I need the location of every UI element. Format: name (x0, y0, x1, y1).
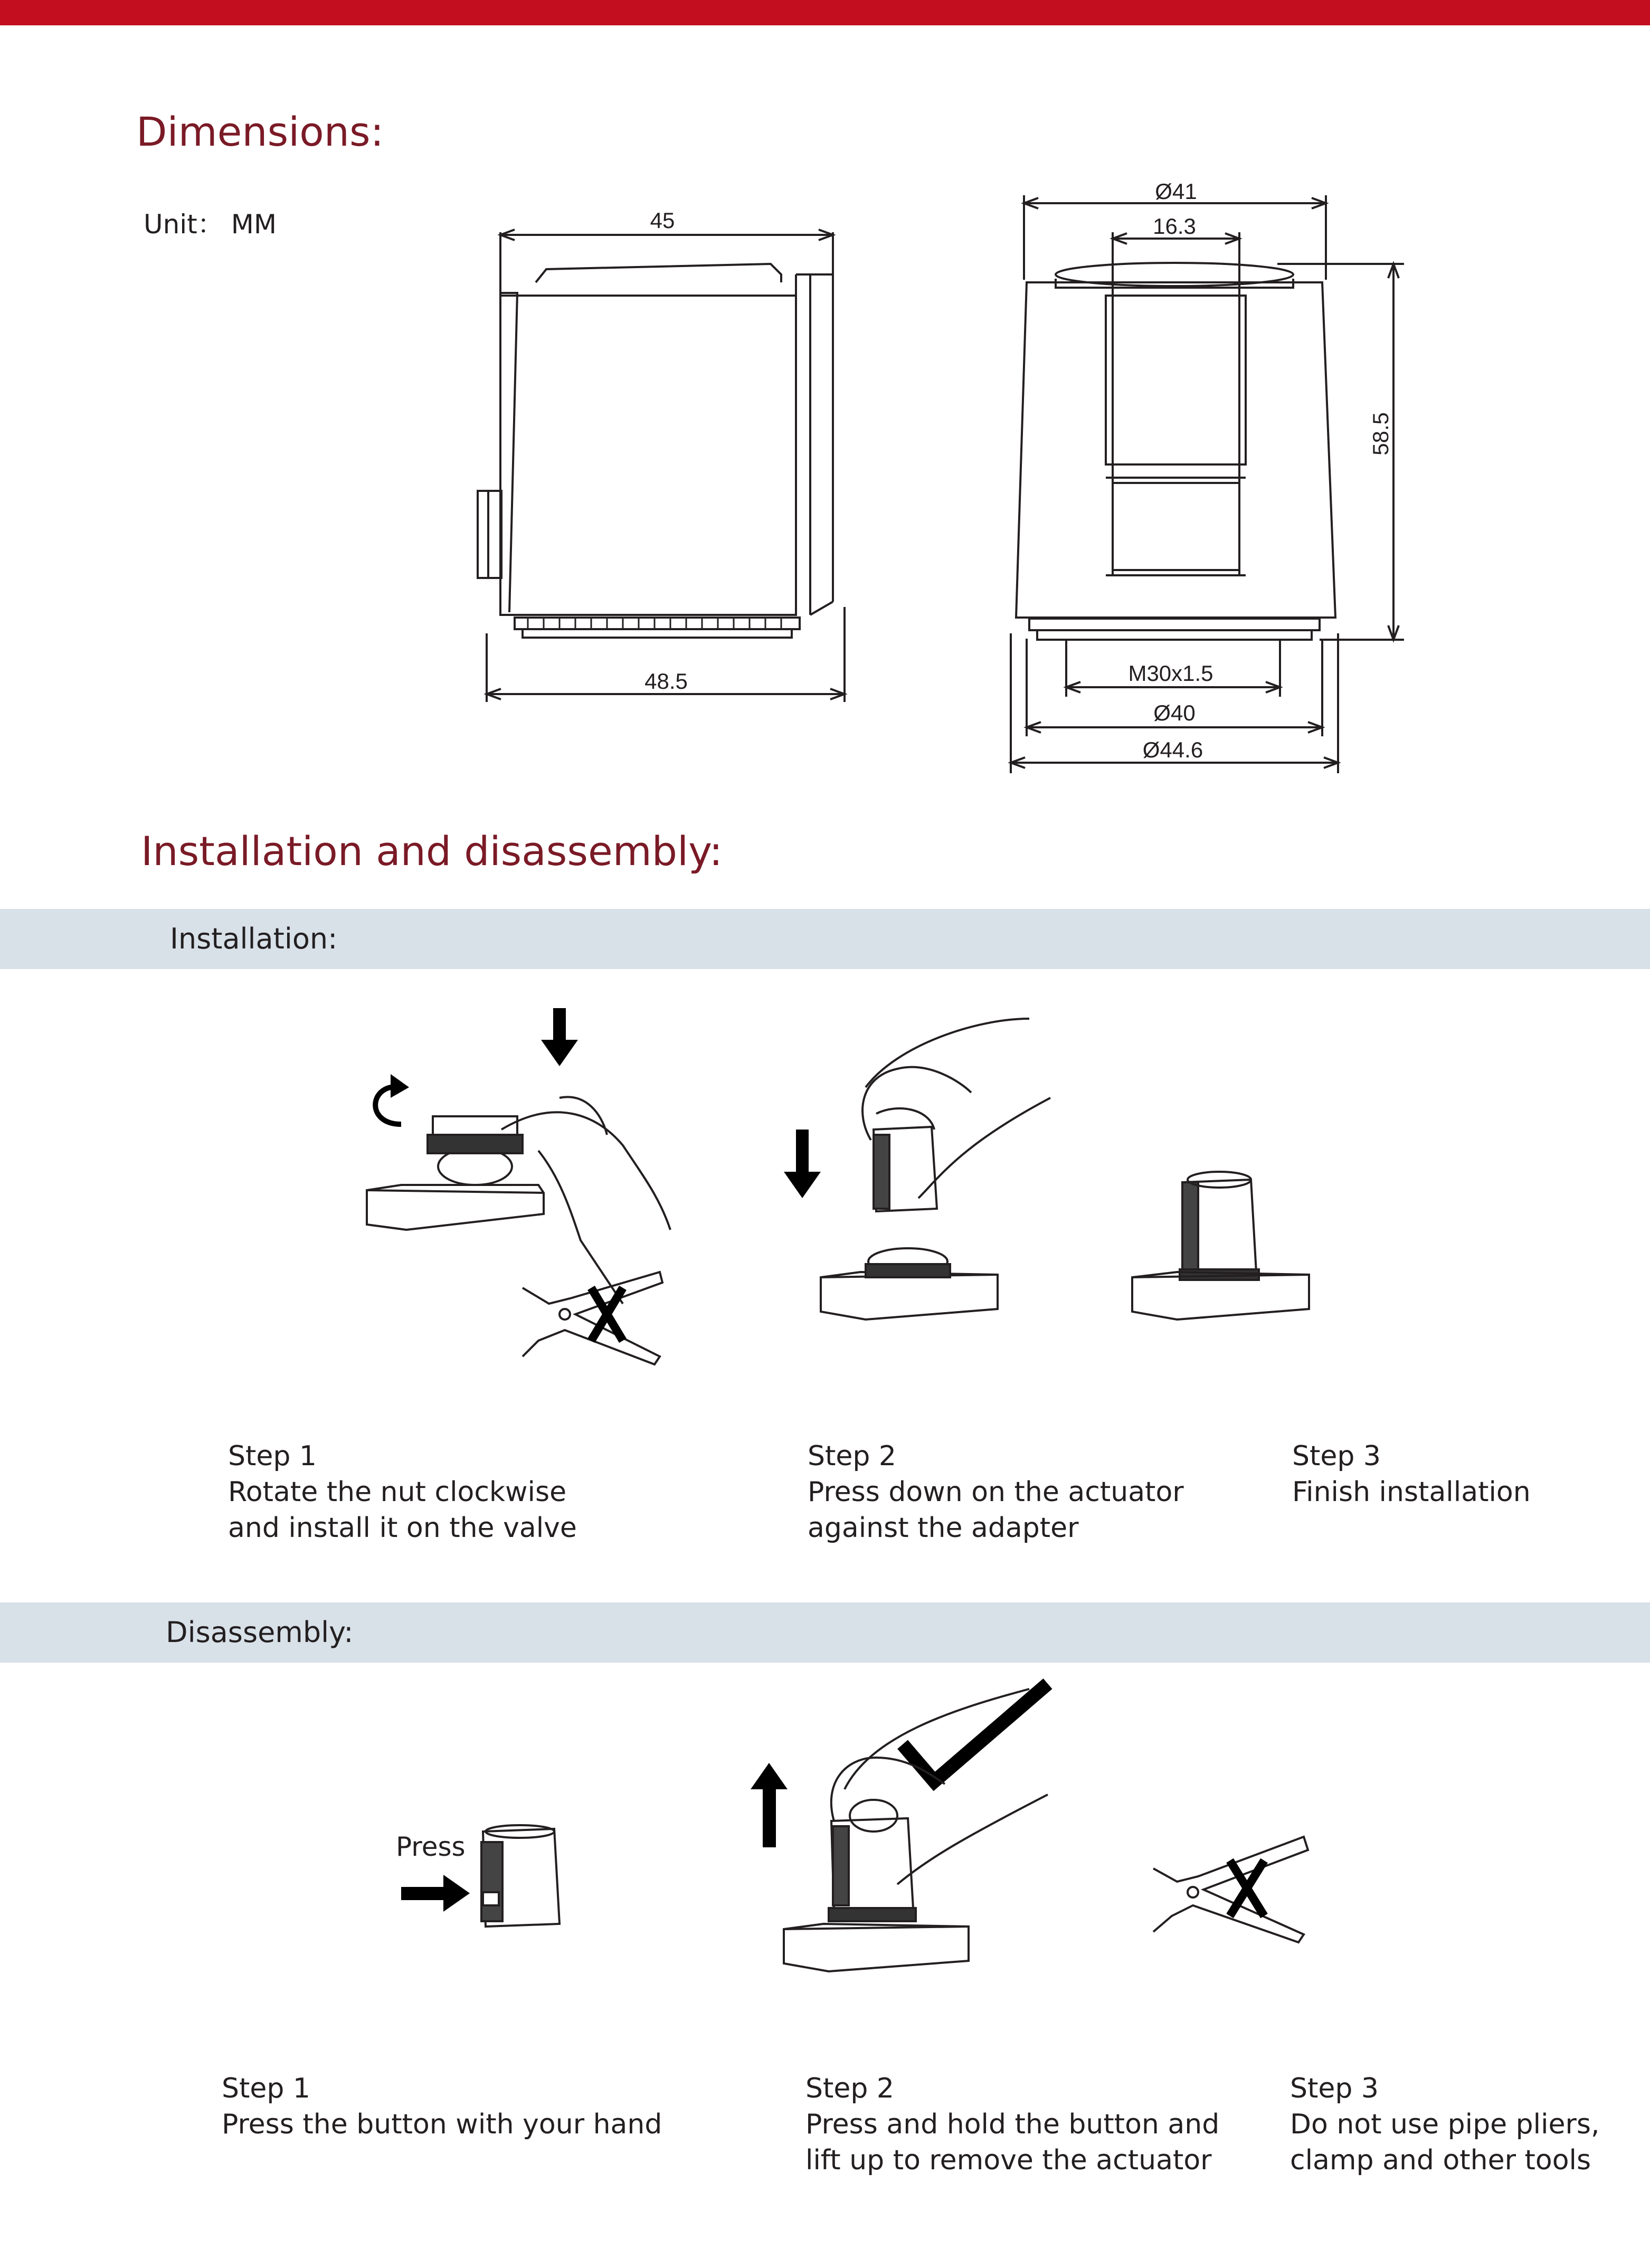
arrow-down-icon (541, 1008, 578, 1066)
disassembly-step-1: Step 1 Press the button with your hand (222, 2073, 662, 2140)
install-step-2: Step 2 Press down on the actuator against the adapter (808, 1440, 1184, 1544)
disassembly-step-2: Step 2 Press and hold the button and lift up to remove the actuator (805, 2073, 1220, 2176)
cross-mark-icon (1230, 1861, 1264, 1916)
dim-inner-top: 16.3 (1153, 214, 1196, 239)
install-step-3: Step 3 Finish installation (1292, 1440, 1531, 1508)
pliers-icon (1153, 1837, 1308, 1942)
disassembly-step-3: Step 3 Do not use pipe pliers, clamp and other tools (1290, 2073, 1600, 2176)
installation-band-label: Installation: (170, 922, 338, 955)
arrow-right-icon (401, 1875, 470, 1912)
dim-base: Ø40 (1153, 700, 1196, 725)
arrow-down-icon (784, 1130, 821, 1198)
check-mark-icon (903, 1684, 1048, 1781)
installation-band (0, 909, 1650, 969)
installation-heading: Installation and disassembly: (141, 828, 723, 875)
dim-height: 58.5 (1368, 412, 1393, 456)
installation-illustrations (0, 976, 1650, 1504)
disassembly-step2-illustration (751, 1684, 1048, 1971)
front-view-drawing (0, 0, 1650, 792)
dim-outer-bottom: Ø44.6 (1142, 737, 1203, 762)
pliers-icon (523, 1272, 662, 1364)
disassembly-band-label: Disassembly: (166, 1616, 354, 1649)
disassembly-band (0, 1602, 1650, 1663)
dim-outer-top: Ø41 (1155, 179, 1197, 204)
unit-label: Unit： MM (144, 209, 277, 240)
install-step1-illustration (367, 1008, 670, 1364)
disassembly-step3-illustration (1153, 1837, 1308, 1942)
dim-48-5: 48.5 (644, 669, 688, 694)
install-step2-illustration (784, 1019, 1050, 1320)
dim-thread: M30x1.5 (1128, 661, 1213, 686)
press-label: Press (396, 1832, 466, 1862)
install-step-1: Step 1 Rotate the nut clockwise and install it on the valve (228, 1440, 577, 1544)
install-step3-illustration (1132, 1172, 1309, 1320)
cross-mark-icon (591, 1288, 623, 1341)
dimensions-heading: Dimensions: (136, 108, 384, 155)
dim-45: 45 (650, 208, 675, 233)
disassembly-illustrations (0, 1668, 1650, 2037)
arrow-up-icon (751, 1763, 788, 1847)
